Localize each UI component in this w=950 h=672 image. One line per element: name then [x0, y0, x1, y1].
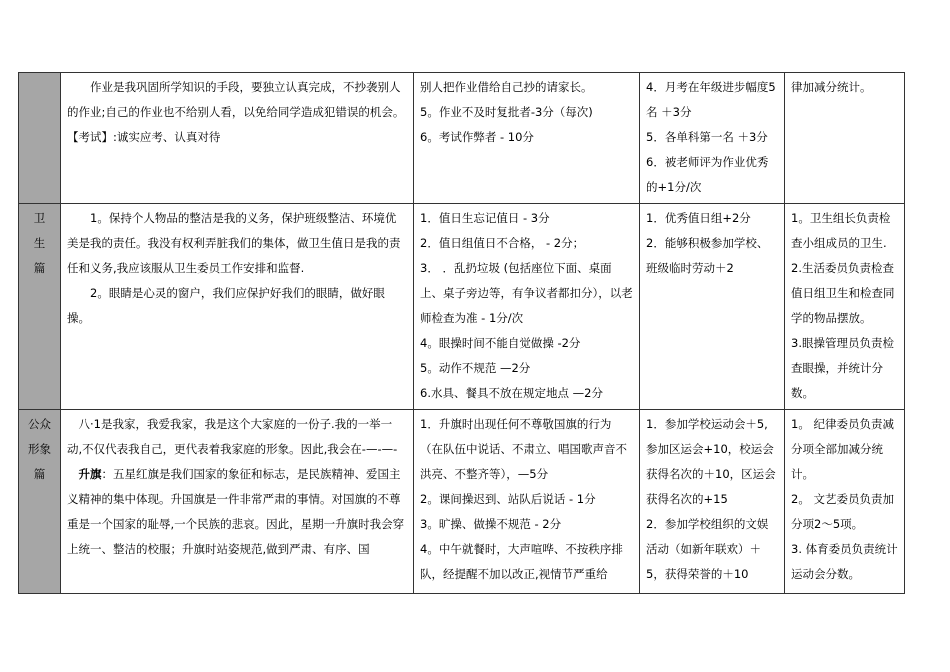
addition-item: 2．能够积极参加学校、班级临时劳动＋2: [646, 236, 769, 275]
addition-cell: [640, 204, 785, 410]
category-char: 卫: [33, 211, 46, 225]
deduction-cell: [414, 410, 640, 594]
note-item: 1。卫生组长负责检查小组成员的卫生.: [791, 211, 891, 250]
content-paragraph: 作业是我巩固所学知识的手段，要独立认真完成，不抄袭别人的作业;自己的作业也不给别人看，以免给同学造成犯错误的机会。: [67, 80, 405, 119]
category-char: 篇: [33, 467, 46, 481]
category-cell: [19, 410, 61, 594]
deduction-item: 5。动作不规范 —2分: [420, 361, 531, 375]
deduction-cell: [414, 73, 640, 204]
note-item: 2.生活委员负责检查值日组卫生和检查同学的物品摆放。: [791, 261, 895, 325]
content-cell: [61, 204, 414, 410]
category-char: 生: [33, 236, 46, 250]
flag-title: 升旗: [78, 467, 102, 481]
category-cell: [19, 73, 61, 204]
note-item: 3.眼操管理员负责检查眼操，并统计分数。: [791, 336, 894, 400]
deduction-item: 4。中午就餐时，大声喧哗、不按秩序排队，经提醒不加以改正,视情节严重给: [420, 542, 623, 581]
note-cell: [785, 73, 905, 204]
flag-text: ：五星红旗是我们国家的象征和标志，是民族精神、爱国主义精神的集中体现。升国旗是一件非常严肃的事情。对国旗的不尊重是一个国家的耻辱,一个民族的悲哀。因此，星期一升旗时我会穿上统一、整洁的校服；升旗时站姿规范,做到严肃、有序、国: [67, 467, 405, 556]
category-char: 篇: [33, 261, 46, 275]
deduction-item: 4。眼操时间不能自觉做操 -2分: [420, 336, 581, 350]
note-item: 1。 纪律委员负责减分项全部加减分统计。: [791, 417, 894, 481]
content-paragraph: 【考试】:诚实应考、认真对待: [67, 130, 221, 144]
category-char: 形象: [28, 442, 51, 456]
deduction-item: 别人把作业借给自己抄的请家长。: [420, 80, 593, 94]
category-cell: [19, 204, 61, 410]
note-item: 3. 体育委员负责统计运动会分数。: [791, 542, 898, 581]
deduction-item: 3。旷操、做操不规范 - 2分: [420, 517, 562, 531]
note-cell: [785, 204, 905, 410]
deduction-item: 6.水具、餐具不放在规定地点 —2分: [420, 386, 603, 400]
addition-item: 5．各单科第一名 ＋3分: [646, 130, 768, 144]
deduction-item: 6。考试作弊者 - 10分: [420, 130, 534, 144]
note-item: 律加减分统计。: [791, 80, 872, 94]
table-row: [19, 204, 905, 410]
addition-cell: [640, 73, 785, 204]
deduction-item: 2．值日组值日不合格， - 2分；: [420, 236, 585, 250]
deduction-item: 2。课间操迟到、站队后说话 - 1分: [420, 492, 596, 506]
content-cell: [61, 73, 414, 204]
addition-item: 1．参加学校运动会＋5,参加区运会+10，校运会获得名次的＋10，区运会获得名次的+15: [646, 417, 776, 506]
deduction-cell: [414, 204, 640, 410]
content-paragraph: [67, 462, 407, 562]
deduction-item: 3． ．乱扔垃圾 (包括座位下面、桌面上、桌子旁边等，有争议者都扣分），以老师检查为准 - 1分/次: [420, 261, 633, 325]
content-paragraph: 八·1是我家，我爱我家，我是这个大家庭的一份子.我的一举一动,不仅代表我自己，更代表着我家庭的形象。因此,我会在-—-—-: [67, 417, 398, 456]
rules-table: [18, 72, 905, 594]
deduction-item: 1．值日生忘记值日 - 3分: [420, 211, 550, 225]
addition-item: 1．优秀值日组+2分: [646, 211, 751, 225]
addition-cell: [640, 410, 785, 594]
addition-item: 6．被老师评为作业优秀的+1分/次: [646, 155, 769, 194]
table-row: [19, 73, 905, 204]
content-paragraph: 2。眼睛是心灵的窗户，我们应保护好我们的眼睛，做好眼操。: [67, 286, 385, 325]
note-item: 2。 文艺委员负责加分项2～5项。: [791, 492, 894, 531]
category-char: 公众: [28, 417, 51, 431]
addition-item: 4．月考在年级进步幅度5名 ＋3分: [646, 80, 776, 119]
deduction-item: 1．升旗时出现任何不尊敬国旗的行为（在队伍中说话、不肃立、唱国歌声音不洪亮、不整齐等），—5分: [420, 417, 627, 481]
addition-item: 2．参加学校组织的文娱活动（如新年联欢）＋5，获得荣誉的＋10: [646, 517, 769, 581]
deduction-item: 5。作业不及时复批者-3分（每次): [420, 105, 593, 119]
content-paragraph: 1。保持个人物品的整洁是我的义务，保护班级整洁、环境优美是我的责任。我没有权利弄脏我们的集体，做卫生值日是我的责任和义务,我应该服从卫生委员工作安排和监督.: [67, 211, 401, 275]
content-cell: [61, 410, 414, 594]
note-cell: [785, 410, 905, 594]
table-row: [19, 410, 905, 594]
